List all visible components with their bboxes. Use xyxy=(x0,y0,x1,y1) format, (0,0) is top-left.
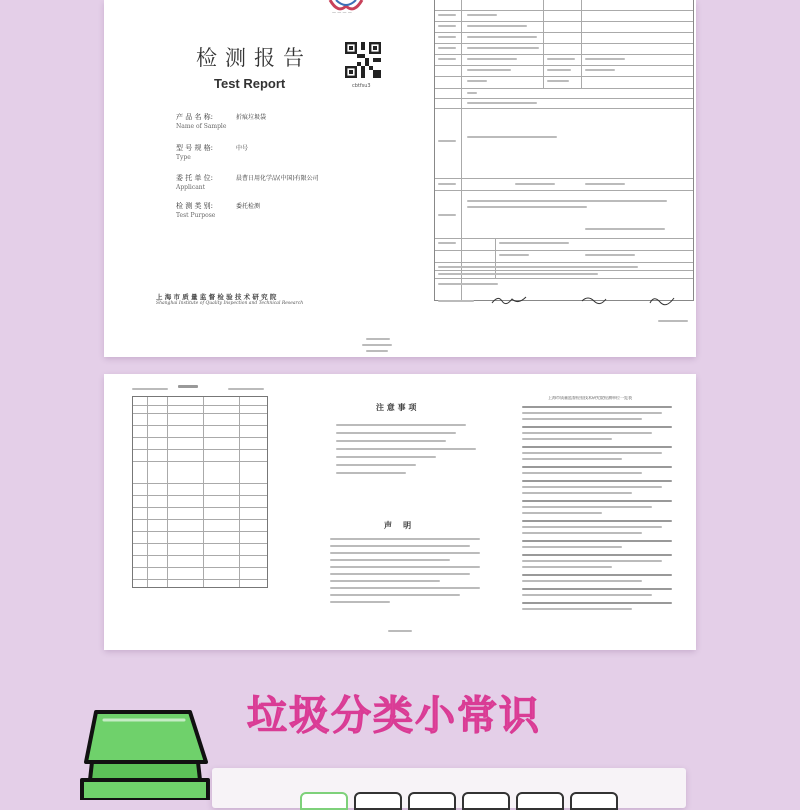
institute-name-en: Shanghai Institute of Quality Inspection and Technical Research xyxy=(156,301,304,306)
field-applicant-value: 晨曹日用化学品(中国)有限公司 xyxy=(236,175,319,182)
category-chip xyxy=(408,792,456,810)
report-table-page xyxy=(430,0,696,357)
institute-list-title-text: 上海市质量监督检验技术研究院检测单位一览表 xyxy=(548,396,632,400)
field-purpose-label: 检 测 类 别: xyxy=(176,202,214,210)
section-title: 垃圾分类小常识 xyxy=(247,693,541,739)
field-type-en: Type xyxy=(176,154,191,161)
report-cover-card xyxy=(104,0,696,357)
category-chip xyxy=(354,792,402,810)
cover-page xyxy=(104,0,420,357)
footer-mark xyxy=(366,338,390,340)
field-sample-value: 折痕垃圾袋 xyxy=(236,114,267,121)
signature-mark xyxy=(580,293,610,307)
report-table xyxy=(434,0,694,301)
institute-list-page xyxy=(504,374,696,650)
tips-card xyxy=(212,768,686,808)
category-chip xyxy=(462,792,510,810)
report-title-en: Test Report xyxy=(214,76,286,91)
field-type-label: 型 号 规 格: xyxy=(176,144,214,152)
results-table xyxy=(132,396,268,588)
field-applicant-en: Applicant xyxy=(176,184,206,191)
category-chip xyxy=(300,792,348,810)
qr-code-icon xyxy=(345,42,381,78)
page-number xyxy=(658,320,688,322)
logo-caption: — — — — xyxy=(332,11,352,15)
signature-label xyxy=(438,300,474,302)
report-pages-card xyxy=(104,374,696,650)
declaration-title: 声 明 xyxy=(384,521,412,530)
category-chip xyxy=(570,792,618,810)
report-title-cn: 检测报告 xyxy=(196,46,312,70)
notice-page xyxy=(300,374,498,650)
field-sample-en: Name of Sample xyxy=(176,123,227,130)
results-table-page xyxy=(104,374,294,650)
footer-mark xyxy=(366,350,388,352)
notice-title: 注 意 事 项 xyxy=(376,403,417,412)
footer-mark xyxy=(362,344,392,346)
signature-mark xyxy=(490,293,530,307)
trash-bin-icon xyxy=(60,700,210,800)
signature-mark xyxy=(648,293,678,307)
field-applicant-label: 委 托 单 位: xyxy=(176,174,214,182)
qr-code-caption: cbtfsu3 xyxy=(352,83,371,89)
field-type-value: 中号 xyxy=(236,145,249,152)
category-chip xyxy=(516,792,564,810)
field-purpose-value: 委托检测 xyxy=(236,203,261,210)
institute-list-title xyxy=(548,396,632,400)
institute-name-cn: 上 海 市 质 量 监 督 检 验 技 术 研 究 院 xyxy=(156,293,277,301)
field-sample-label: 产 品 名 称: xyxy=(176,113,214,121)
field-purpose-en: Test Purpose xyxy=(176,212,216,219)
